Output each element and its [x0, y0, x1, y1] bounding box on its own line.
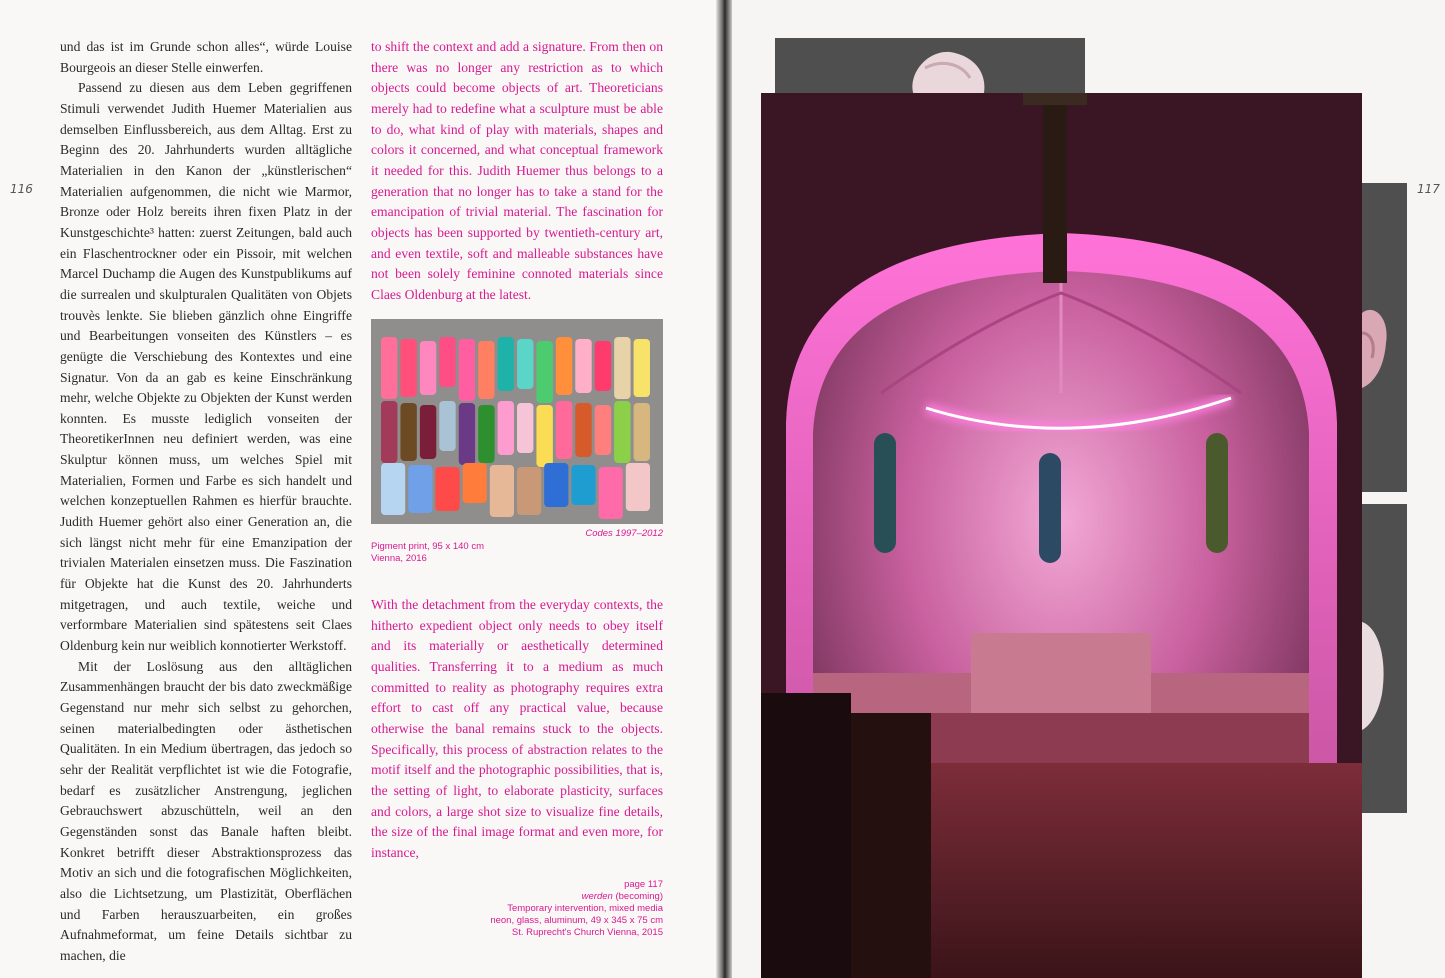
tights-bundle [536, 405, 552, 467]
tights-bundle [614, 401, 630, 463]
background-image-panel-right-bottom [1362, 504, 1407, 813]
page-caption-line2: neon, glass, aluminum, 49 x 345 x 75 cm [490, 915, 663, 926]
background-image-panel-top [775, 38, 1085, 98]
figure-caption [371, 541, 484, 565]
background-image-panel-right-top [1362, 183, 1407, 492]
tights-bundle [575, 339, 591, 393]
page-caption [463, 879, 663, 939]
tights-bundle [439, 401, 455, 451]
church-photo-image [761, 93, 1362, 978]
tights-bundle [459, 339, 475, 401]
tights-bundle [498, 337, 514, 391]
tights-bundle [439, 337, 455, 387]
figure-caption-line1: Pigment print, 95 x 140 cm [371, 541, 484, 552]
left-page [0, 0, 722, 978]
tights-bundle [571, 465, 595, 505]
tights-bundle [498, 401, 514, 455]
page-caption-line1: Temporary intervention, mixed media [507, 903, 663, 914]
tights-bundle [517, 403, 533, 453]
page-number-left: 116 [10, 182, 33, 196]
tights-bundle [614, 337, 630, 399]
tights-bundle [381, 401, 397, 463]
tights-bundle [408, 465, 432, 513]
tights-bundle [536, 341, 552, 403]
tights-bundle [478, 341, 494, 399]
tights-bundle [478, 405, 494, 463]
tights-bundle [381, 337, 397, 399]
book-gutter [716, 0, 732, 978]
codes-photo [371, 319, 663, 524]
tights-bundle [400, 403, 416, 461]
tights-bundle [595, 405, 611, 455]
figure-caption-line2: Vienna, 2016 [371, 553, 427, 564]
tights-bundle [463, 463, 487, 503]
page-caption-title-line [463, 891, 663, 903]
tights-bundle [575, 403, 591, 457]
english-paragraph-1: to shift the context and add a signature. From then on there was no longer any restriction as to which objects could become objects of art. Theoreticians merely had to redefine what a sculpture must be able to do, what kind of play with materials, shapes and colors it concerned, and what conceptual framework it needed for this. Judith Huemer thus belongs to a generation that no longer has to take a stand for the emancipation of trivial material. The fascination for objects has been supported by twentieth-century art, and even textile, soft and malleable substances have not been solely feminine connoted materials since Claes Oldenburg at the latest. [371, 39, 663, 302]
tights-bundle [634, 339, 650, 397]
german-paragraph-3: Mit der Loslösung aus den alltäglichen Zusammenhängen braucht der bis dato zweckmäßige Gegenstand nur mehr sich selbst zu gehorchen, seinen materialbedingten oder ästhetischen Qualitäten. In ein Medium übertragen, das jedoch so sehr der Realität verpflichtet ist wie die Fotografie, bedarf es zusätzlicher Anstrengung, jeglichen Gebrauchswert abzuschütteln, weil an den Gegenständen sonst das Banale haften bleibt. Konkret betrifft dieser Abstraktionsprozess das Motiv an sich und die fotografischen Möglichkeiten, also die Lichtsetzung, um Plastizität, Oberflächen und Farben herauszuarbeiten, ein großes Aufnahmeformat, um feine Details sichtbar zu machen, die [60, 658, 352, 963]
english-paragraph-2: With the detachment from the everyday contexts, the hitherto expedient object only needs to obey itself and its materially or aesthetically determined qualities. Transferring it to a medium as much committed to reality as photography requires extra effort to cast off any practical value, because otherwise the banal remains stuck to the objects. Specifically, this process of abstraction relates to the motif itself and the photographic possibilities, that is, the setting of light, to elaborate plasticity, surfaces and colors, a large shot size to visualize fine details, the size of the final image format and even more, for instance, [371, 597, 663, 860]
tights-bundle [544, 463, 568, 507]
tights-bundle [459, 403, 475, 465]
tights-bundle [400, 339, 416, 397]
page-caption-title-suffix: (becoming) [612, 891, 663, 902]
tights-bundle [626, 463, 650, 511]
church-photo [761, 93, 1362, 978]
german-paragraph-2: Passend zu diesen aus dem Leben gegriffenen Stimuli verwendet Judith Huemer Materialien aus demselben Einflussbereich, aus dem Alltag. Erst zu Beginn des 20. Jahrhunderts wurden alltägliche Materialien in den Kanon der „künstlerischen“ Materialien aufgenommen, die nicht wie Marmor, Bronze oder Holz bereits ihren fixen Platz in der Kunstgeschichte³ hatten: zuerst Zeitungen, bald auch ein Flaschentrockner oder ein Pissoir, mit welchen Marcel Duchamp die Augen des Kunstpublikums auf die surrealen und skulpturalen Qualitäten von Objets trouvès lenkte. Sie blieben gänzlich ohne Eingriffe und Bearbeitungen vonseiten des Künstlers – es genügte die Verschiebung des Kontextes und eine Signatur. Von da an gab es keine Einschränkung mehr, welche Objekte zu Objekten der Kunst werden konnten. Es musste lediglich vonseiten der TheoretikerInnen neu definiert werden, was eine Skulptur können muss, um welches Spiel mit Materialien, Formen und Farbe es sich handelt und welchen konzeptuellen Rahmen es hierfür brauchte. Judith Huemer gehört also einer Generation an, die sich längst nicht mehr für eine Emanzipation der trivialen Materialen einsetzen muss. Die Faszination für Objekte hat die Kunst des 20. Jahrhunderts mitgetragen, und auch textile, weiche und verformbare Materialien sind spätestens seit Claes Oldenburg kein nur weiblich konnotierter Werkstoff. [60, 80, 352, 654]
tights-bundle [595, 341, 611, 391]
tights-bundle [420, 341, 436, 395]
tights-bundle [420, 405, 436, 459]
page-caption-ref: page 117 [624, 879, 663, 890]
german-column [60, 37, 352, 967]
tights-bundle [599, 467, 623, 519]
english-column-bottom [371, 595, 663, 864]
tights-bundle [381, 463, 405, 515]
german-paragraph-1: und das ist im Grunde schon alles“, würde Louise Bourgeois an dieser Stelle einwerfen. [60, 39, 352, 75]
tights-bundle [517, 467, 541, 515]
tights-bundle [556, 337, 572, 395]
tights-bundle [490, 465, 514, 517]
page-caption-line3: St. Ruprecht's Church Vienna, 2015 [511, 927, 663, 938]
tights-bundle [517, 339, 533, 389]
english-column-top [371, 37, 663, 306]
tights-bundle [435, 467, 459, 511]
codes-photo-image [371, 319, 663, 524]
tights-bundle [556, 401, 572, 459]
figure-caption-title: Codes 1997–2012 [585, 528, 663, 539]
page-number-right: 117 [1417, 182, 1440, 196]
page-caption-title: werden [581, 891, 613, 902]
tights-bundle [634, 403, 650, 461]
